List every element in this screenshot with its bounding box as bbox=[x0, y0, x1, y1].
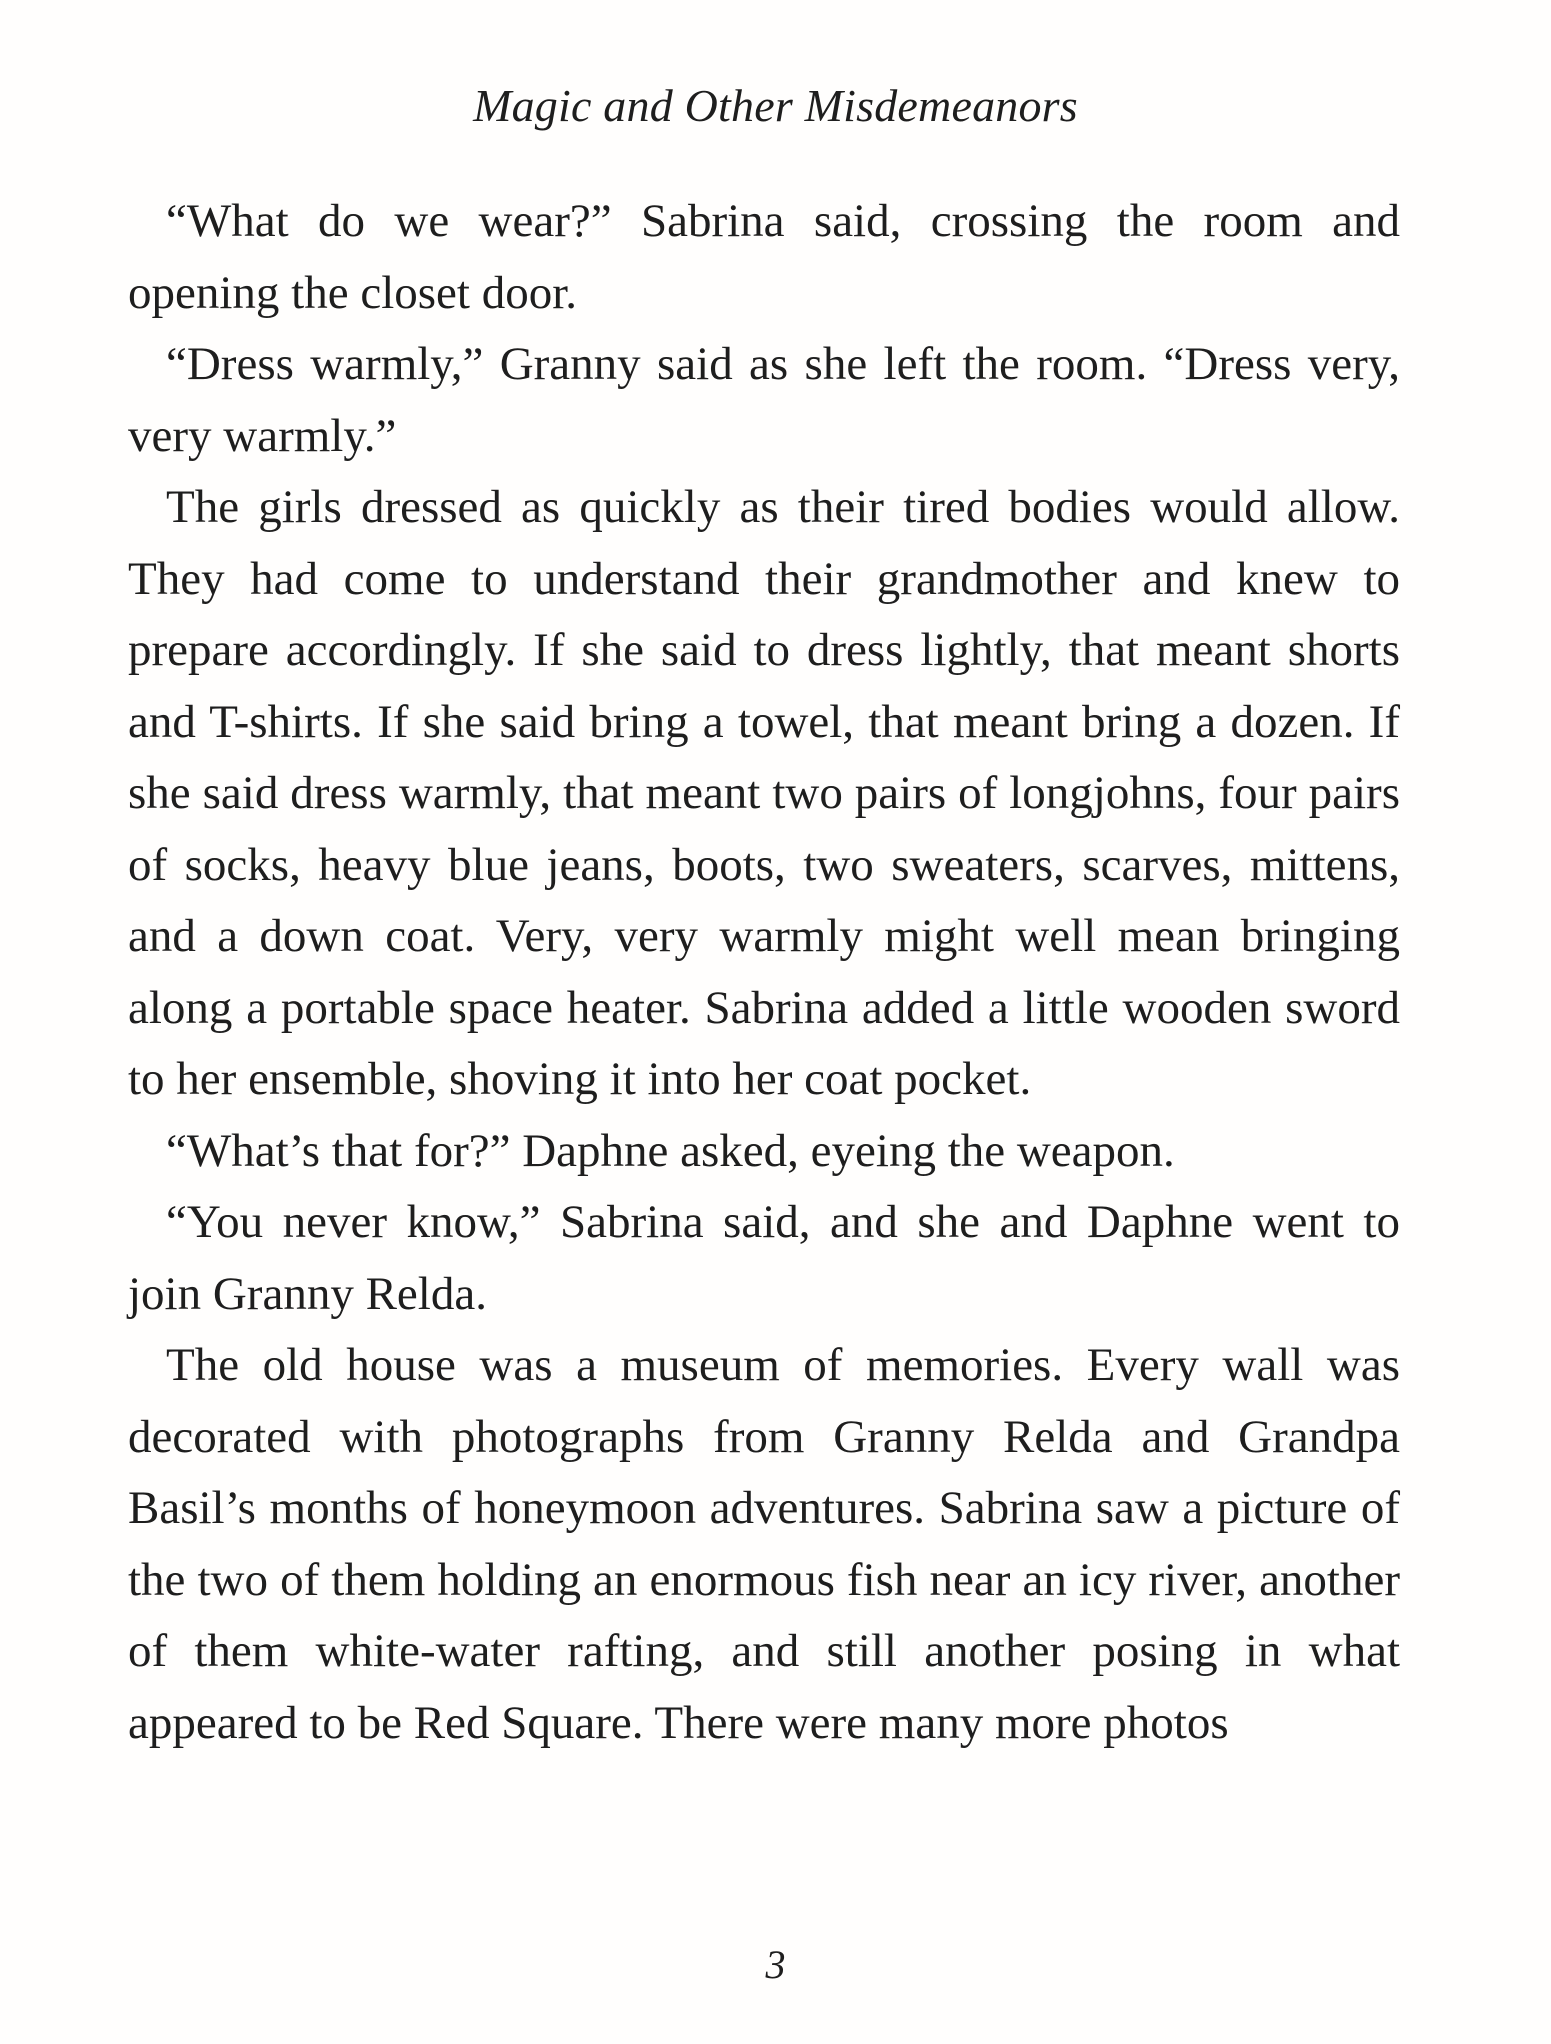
paragraph: “Dress warmly,” Granny said as she left the room. “Dress very, very warmly.” bbox=[128, 338, 1400, 462]
page-number: 3 bbox=[765, 1942, 786, 1987]
running-head: Magic and Other Misdemeanors bbox=[473, 80, 1078, 131]
paragraph: The old house was a museum of memories. Every wall was decorated with photographs from Granny Relda and Grandpa Basil’s months of honeymoon adventures. Sabrina saw a picture of the two of them holding an enormous fish near an icy river, another of them white-water rafting, and still another posing in what appeared to be Red Square. There were many more photos bbox=[128, 1339, 1400, 1749]
paragraph: “What do we wear?” Sabrina said, crossing the room and opening the closet door. bbox=[128, 195, 1400, 319]
body-text bbox=[128, 186, 1400, 1759]
paragraph: “What’s that for?” Daphne asked, eyeing the weapon. bbox=[166, 1124, 1175, 1177]
paragraph: The girls dressed as quickly as their tired bodies would allow. They had come to understand their grandmother and knew to prepare accordingly. If she said to dress lightly, that meant shorts and T-shirts. If she said bring a towel, that meant bring a dozen. If she said dress warmly, that meant two pairs of longjohns, four pairs of socks, heavy blue jeans, boots, two sweaters, scarves, mittens, and a down coat. Very, very warmly might well mean bringing along a portable space heater. Sabrina added a little wooden sword to her ensemble, shoving it into her coat pocket. bbox=[128, 481, 1400, 1105]
paragraph: “You never know,” Sabrina said, and she and Daphne went to join Granny Relda. bbox=[128, 1196, 1400, 1320]
